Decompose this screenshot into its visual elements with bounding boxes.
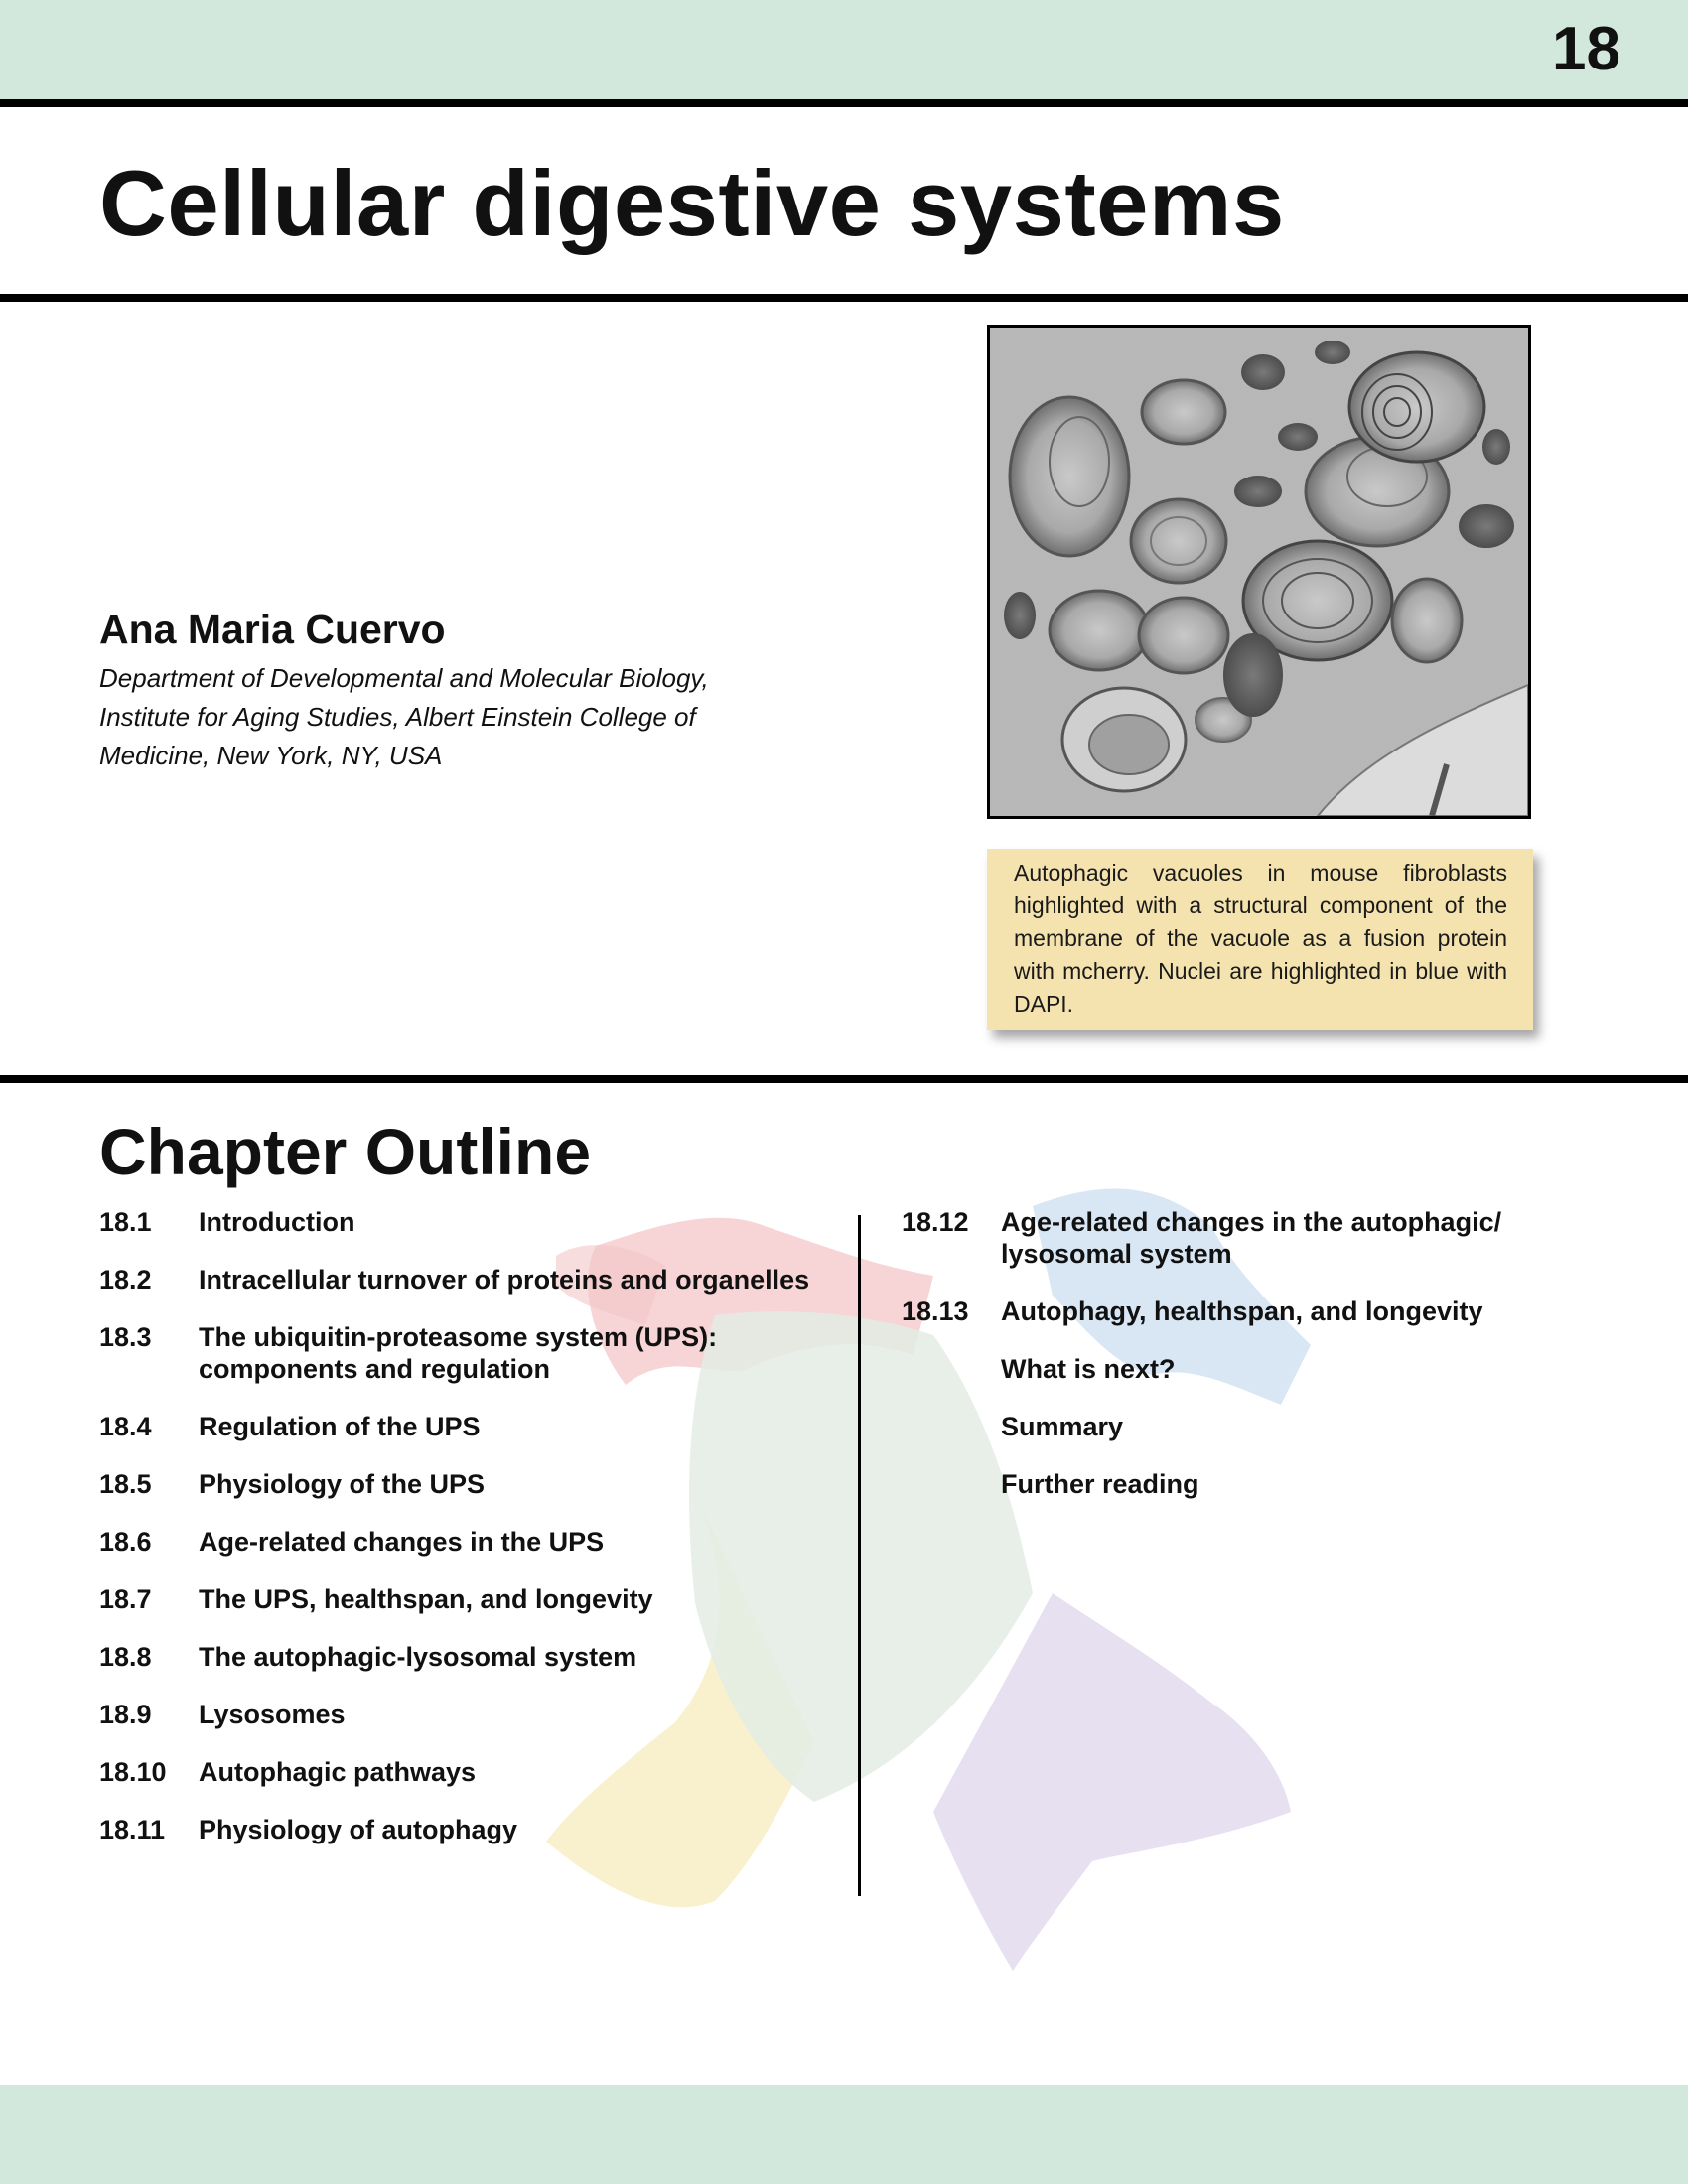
outline-item-title: What is next? <box>1001 1354 1176 1384</box>
author-affiliation: Department of Developmental and Molecular Biology, Institute for Aging Studies, Albert Einstein College of Medicine, New York, NY, USA <box>99 663 709 770</box>
outline-item-number: 18.7 <box>99 1584 152 1614</box>
outline-right-column <box>902 1206 1597 1526</box>
figure-caption: Autophagic vacuoles in mouse fibroblasts highlighted with a structural component of the membrane of the vacuole as a fusion protein with mcherry. Nuclei are highlighted in blue with DAPI. <box>987 849 1533 1030</box>
outline-item-number: 18.10 <box>99 1757 167 1787</box>
outline-item[interactable] <box>99 1206 854 1238</box>
outline-item-number: 18.9 <box>99 1700 152 1729</box>
outline-item-title: The UPS, healthspan, and longevity <box>199 1584 653 1614</box>
outline-item[interactable] <box>99 1756 854 1788</box>
outline-item[interactable] <box>99 1468 854 1500</box>
outline-item-title: Age-related changes in the UPS <box>199 1527 605 1557</box>
outline-item-number: 18.2 <box>99 1265 152 1295</box>
outline-item[interactable] <box>902 1206 1597 1270</box>
outline-item[interactable] <box>902 1296 1597 1327</box>
outline-item-number: 18.5 <box>99 1469 152 1499</box>
outline-item-number: 18.6 <box>99 1527 152 1557</box>
outline-item-number: 18.8 <box>99 1642 152 1672</box>
outline-item-title: Regulation of the UPS <box>199 1412 481 1441</box>
outline-item[interactable] <box>902 1411 1597 1442</box>
outline-item[interactable] <box>99 1641 854 1673</box>
outline-item[interactable] <box>99 1526 854 1558</box>
outline-item[interactable] <box>99 1583 854 1615</box>
bottom-band <box>0 2085 1688 2184</box>
micrograph-image <box>987 325 1531 819</box>
column-divider <box>858 1215 861 1896</box>
outline-item-number: 18.1 <box>99 1207 152 1237</box>
chapter-title: Cellular digestive systems <box>99 151 1285 255</box>
chapter-number: 18 <box>1552 15 1620 83</box>
outline-left-column <box>99 1206 854 1871</box>
outline-item-title: Further reading <box>1001 1469 1199 1499</box>
outline-item[interactable] <box>99 1321 854 1385</box>
outline-item-title: Autophagic pathways <box>199 1757 477 1787</box>
outline-item-title: The ubiquitin-proteasome system (UPS): components and regulation <box>199 1322 718 1384</box>
outline-item-title: Autophagy, healthspan, and longevity <box>1001 1297 1483 1326</box>
outline-item[interactable] <box>902 1468 1597 1500</box>
outline-item-title: Summary <box>1001 1412 1124 1441</box>
outline-item-title: Lysosomes <box>199 1700 346 1729</box>
outline-item-number: 18.3 <box>99 1322 152 1352</box>
micrograph-illustration <box>990 328 1528 816</box>
outline-item[interactable] <box>99 1699 854 1730</box>
outline-item-title: The autophagic-lysosomal system <box>199 1642 637 1672</box>
outline-item-number: 18.11 <box>99 1815 166 1844</box>
outline-item-number: 18.12 <box>902 1207 969 1237</box>
outline-item-number: 18.4 <box>99 1412 152 1441</box>
outline-item[interactable] <box>902 1353 1597 1385</box>
author-block <box>99 604 794 775</box>
outline-item-number <box>902 1411 1001 1442</box>
outline-heading: Chapter Outline <box>99 1115 592 1188</box>
outline-item[interactable] <box>99 1264 854 1296</box>
outline-item-number <box>902 1468 1001 1500</box>
outline-item[interactable] <box>99 1411 854 1442</box>
outline-item-number <box>902 1353 1001 1385</box>
outline-item-title: Physiology of autophagy <box>199 1815 518 1844</box>
outline-item-title: Introduction <box>199 1207 355 1237</box>
outline-item-title: Physiology of the UPS <box>199 1469 486 1499</box>
outline-item-title: Intracellular turnover of proteins and organelles <box>199 1265 810 1295</box>
top-rule <box>0 99 1688 107</box>
section-rule <box>0 1075 1688 1083</box>
outline-item[interactable] <box>99 1814 854 1845</box>
top-band <box>0 0 1688 99</box>
author-name: Ana Maria Cuervo <box>99 607 446 652</box>
outline-item-number: 18.13 <box>902 1297 969 1326</box>
title-rule <box>0 294 1688 302</box>
outline-item-title: Age-related changes in the autophagic/ lysosomal system <box>1001 1207 1502 1269</box>
